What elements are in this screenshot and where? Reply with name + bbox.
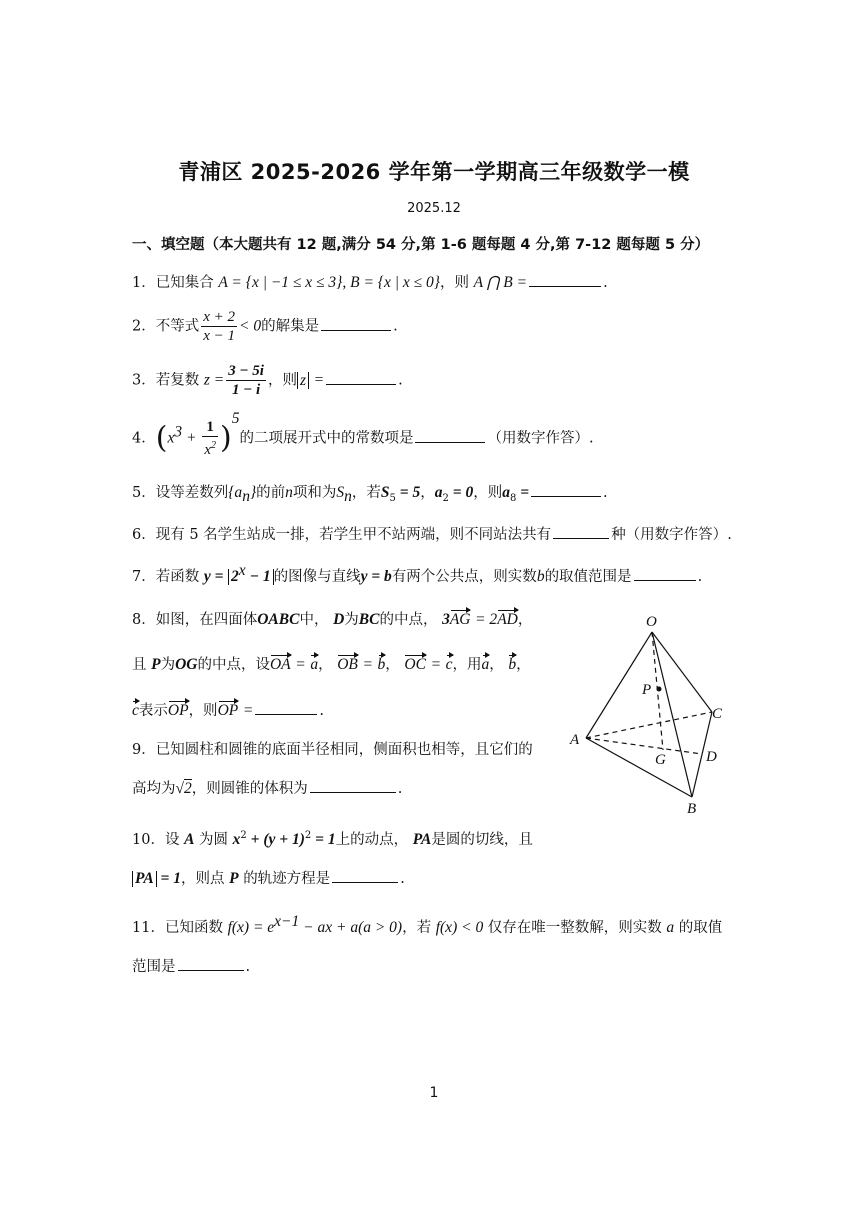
denominator: x [204, 442, 211, 458]
math-expression: < 0 [239, 317, 262, 335]
punctuation: . [397, 781, 403, 797]
exponent: 3 [174, 423, 183, 441]
question-text: 的前 [256, 485, 286, 501]
question-number: 6． [132, 527, 156, 543]
edge-AB [586, 738, 692, 797]
question-text: 已知函数 [164, 919, 223, 936]
subscript: n [344, 487, 352, 505]
punctuation: . [393, 318, 398, 335]
question-number: 10． [132, 831, 165, 848]
question-text: 设等差数列 [155, 485, 229, 501]
vector: AG [449, 611, 471, 628]
exponent: 2 [210, 440, 216, 451]
edge-AC-hidden [586, 712, 712, 738]
punctuation: ， [517, 612, 533, 628]
question-text: 高均为 [132, 781, 176, 797]
math-expression: x [167, 429, 175, 447]
label-D: D [706, 749, 717, 765]
question-text: 种（用数字作答） [611, 527, 728, 543]
punctuation: ， [516, 657, 531, 673]
punctuation: . [727, 527, 732, 543]
math-expression: 3 [442, 611, 450, 628]
label-G: G [655, 752, 666, 768]
question-text: ，则 [188, 703, 218, 719]
exam-date: 2025.12 [407, 201, 461, 216]
denominator: 1 − i [231, 382, 261, 398]
math-expression: PA [135, 870, 154, 887]
question-text: 如图，在四面体 [155, 612, 258, 628]
section-heading: 一、填空题（本大题共有 12 题,满分 54 分,第 1-6 题每题 4 分,第 7-12 题每题 5 分） [132, 237, 710, 253]
math-expression: } [249, 484, 257, 501]
page-title: 青浦区 2025-2026 学年第一学期高三年级数学一模 [178, 160, 690, 184]
question-text: ，用 [452, 657, 482, 673]
vector: OA [269, 656, 291, 673]
vector: a [310, 656, 319, 673]
question-text: 的轨迹方程是 [243, 871, 331, 887]
math-expression: = 2 [475, 611, 498, 628]
question-text: 的取值 [678, 919, 723, 936]
math-expression: y = [203, 567, 224, 585]
edge-OC [652, 632, 712, 712]
subscript: 2 [442, 492, 449, 504]
math-expression: a [502, 484, 510, 501]
math-expression: BC [358, 611, 380, 628]
math-expression: OG [175, 656, 198, 673]
math-expression: 2 [184, 780, 192, 797]
exponent: x [238, 562, 246, 579]
punctuation: . [398, 372, 403, 389]
question-text: 若复数 [155, 372, 200, 389]
math-expression: D [333, 611, 345, 628]
question-text: 设 [164, 831, 180, 848]
denominator: x − 1 [203, 328, 236, 344]
math-expression: f(x) < 0 [435, 918, 484, 936]
math-expression: A = {x | −1 ≤ x ≤ 3}, B = {x | x ≤ 0} [218, 274, 440, 291]
math-expression: − 1 [245, 567, 271, 585]
punctuation: . [245, 959, 251, 975]
question-text: 的中点，设 [197, 657, 270, 673]
question-text: 不等式 [155, 318, 200, 335]
question-hint: （用数字作答） [487, 430, 589, 447]
vector: b [508, 656, 517, 673]
sqrt-symbol: √ [175, 780, 185, 797]
segment-AD-hidden [586, 738, 702, 754]
question-text: 若函数 [155, 568, 200, 585]
punctuation: ， [318, 657, 333, 673]
vector: OP [217, 702, 239, 719]
math-expression: OABC [257, 611, 300, 628]
question-number: 1． [132, 275, 156, 291]
math-expression: = 1 [311, 830, 336, 848]
label-C: C [712, 706, 723, 722]
vector: OC [404, 656, 426, 673]
label-O: O [646, 614, 657, 630]
point-P [657, 687, 662, 692]
question-text: 的图像与直线 [273, 568, 361, 585]
question-number: 5． [132, 485, 156, 501]
punctuation: ， [385, 657, 400, 673]
math-expression: S [336, 484, 345, 501]
question-text: ，则点 [181, 871, 225, 887]
question-text: 有两个公共点，则实数 [391, 568, 537, 585]
math-expression: = [516, 484, 530, 501]
punctuation: . [588, 430, 594, 447]
numerator: 3 − 5i [228, 363, 264, 379]
question-text: 为圆 [199, 831, 229, 848]
vector: c [132, 702, 139, 719]
punctuation: . [697, 568, 703, 585]
exponent: 2 [304, 830, 312, 841]
question-text: 已知集合 [155, 275, 214, 291]
math-expression: = 0 [448, 484, 474, 501]
math-expression: = [430, 656, 442, 673]
question-text: ，若 [351, 485, 381, 501]
punctuation: . [400, 871, 405, 887]
math-expression: n [285, 484, 293, 501]
punctuation: ， [420, 485, 435, 501]
right-paren: ) [219, 420, 232, 456]
question-text: 且 [132, 657, 147, 673]
numerator: 1 [202, 418, 218, 437]
numerator: x + 2 [203, 309, 236, 325]
subscript: n [242, 487, 250, 505]
math-expression: = [295, 656, 306, 673]
question-text: 上的动点， [335, 831, 409, 848]
vector: a [481, 656, 490, 673]
label-B: B [687, 801, 697, 817]
question-text: 已知圆柱和圆锥的底面半径相同，侧面积也相等，且它们的 [155, 742, 533, 758]
math-expression: P [229, 870, 239, 887]
question-text: 为 [344, 612, 359, 628]
math-expression: z [297, 372, 309, 389]
question-text: 表示 [138, 703, 168, 719]
question-number: 2． [132, 318, 156, 335]
subscript: 5 [389, 492, 396, 504]
question-text: 项和为 [292, 485, 337, 501]
question-text: 的二项展开式中的常数项是 [239, 430, 414, 447]
punctuation: ， [489, 657, 504, 673]
vector: AD [497, 611, 518, 628]
exponent: x−1 [274, 913, 300, 930]
math-expression: = 5 [395, 484, 421, 501]
math-expression: S [380, 484, 390, 501]
vector: b [377, 656, 386, 673]
vector: OP [167, 702, 189, 719]
math-expression: = [242, 702, 254, 719]
math-expression: A ⋂ B = [473, 274, 528, 291]
math-expression: a [434, 484, 443, 501]
question-number: 8． [132, 612, 156, 628]
label-A: A [570, 732, 580, 748]
question-text: ，则圆锥的体积为 [191, 781, 308, 797]
label-P: P [642, 682, 652, 698]
punctuation: . [603, 275, 608, 291]
question-text: 的中点， [379, 612, 438, 628]
question-text: ，若 [402, 919, 432, 936]
math-expression: = [313, 371, 325, 389]
page-number: 1 [429, 1085, 439, 1101]
question-number: 11． [132, 919, 165, 936]
question-text: 是圆的切线，且 [431, 831, 533, 848]
question-4: 4．($x^3$ + $\frac{1}{x^2}$ )$^5$的二项展开式中的常数项是 （用数字作答）. [132, 409, 594, 458]
question-number: 4． [132, 430, 156, 447]
question-text: ，则 [473, 485, 503, 501]
question-text: 现有 5 名学生站成一排，若学生甲不站两端，则不同站法共有 [155, 527, 552, 543]
vector: c [445, 656, 453, 673]
question-text: ，则 [267, 372, 297, 389]
punctuation: . [319, 703, 324, 719]
math-expression: PA [412, 830, 432, 848]
math-expression: P [151, 656, 161, 673]
exponent: 5 [231, 409, 240, 427]
question-text: 的解集是 [261, 318, 320, 335]
question-text: 范围是 [132, 959, 176, 975]
math-expression: y = b [360, 567, 392, 585]
vector: OB [337, 656, 358, 673]
math-expression: A [184, 830, 195, 848]
math-expression: = 1 [156, 870, 181, 887]
math-expression: b [536, 567, 545, 585]
question-number: 7． [132, 568, 156, 585]
math-expression: {a [228, 484, 243, 501]
punctuation: . [603, 485, 608, 501]
math-expression: = [362, 656, 373, 673]
math-expression: 2 [231, 567, 239, 585]
question-number: 9． [132, 742, 156, 758]
question-text: 仅存在唯一整数解，则实数 [487, 919, 662, 936]
question-text: ，则 [439, 275, 469, 291]
question-text: 为 [160, 657, 176, 673]
question-text: 中， [299, 612, 329, 628]
math-expression: z = [203, 371, 225, 389]
question-text: 的取值范围是 [544, 568, 632, 585]
subscript: 8 [509, 492, 517, 504]
math-expression: f(x) = e [227, 918, 275, 936]
edge-OB [652, 632, 692, 797]
math-expression: + (y + 1) [246, 830, 305, 848]
exponent: 2 [240, 830, 247, 841]
left-paren: ( [155, 420, 168, 456]
math-expression: − ax + a(a > 0) [299, 918, 403, 936]
math-expression: a [666, 918, 675, 936]
math-expression: x [232, 830, 241, 848]
question-number: 3． [132, 372, 156, 389]
